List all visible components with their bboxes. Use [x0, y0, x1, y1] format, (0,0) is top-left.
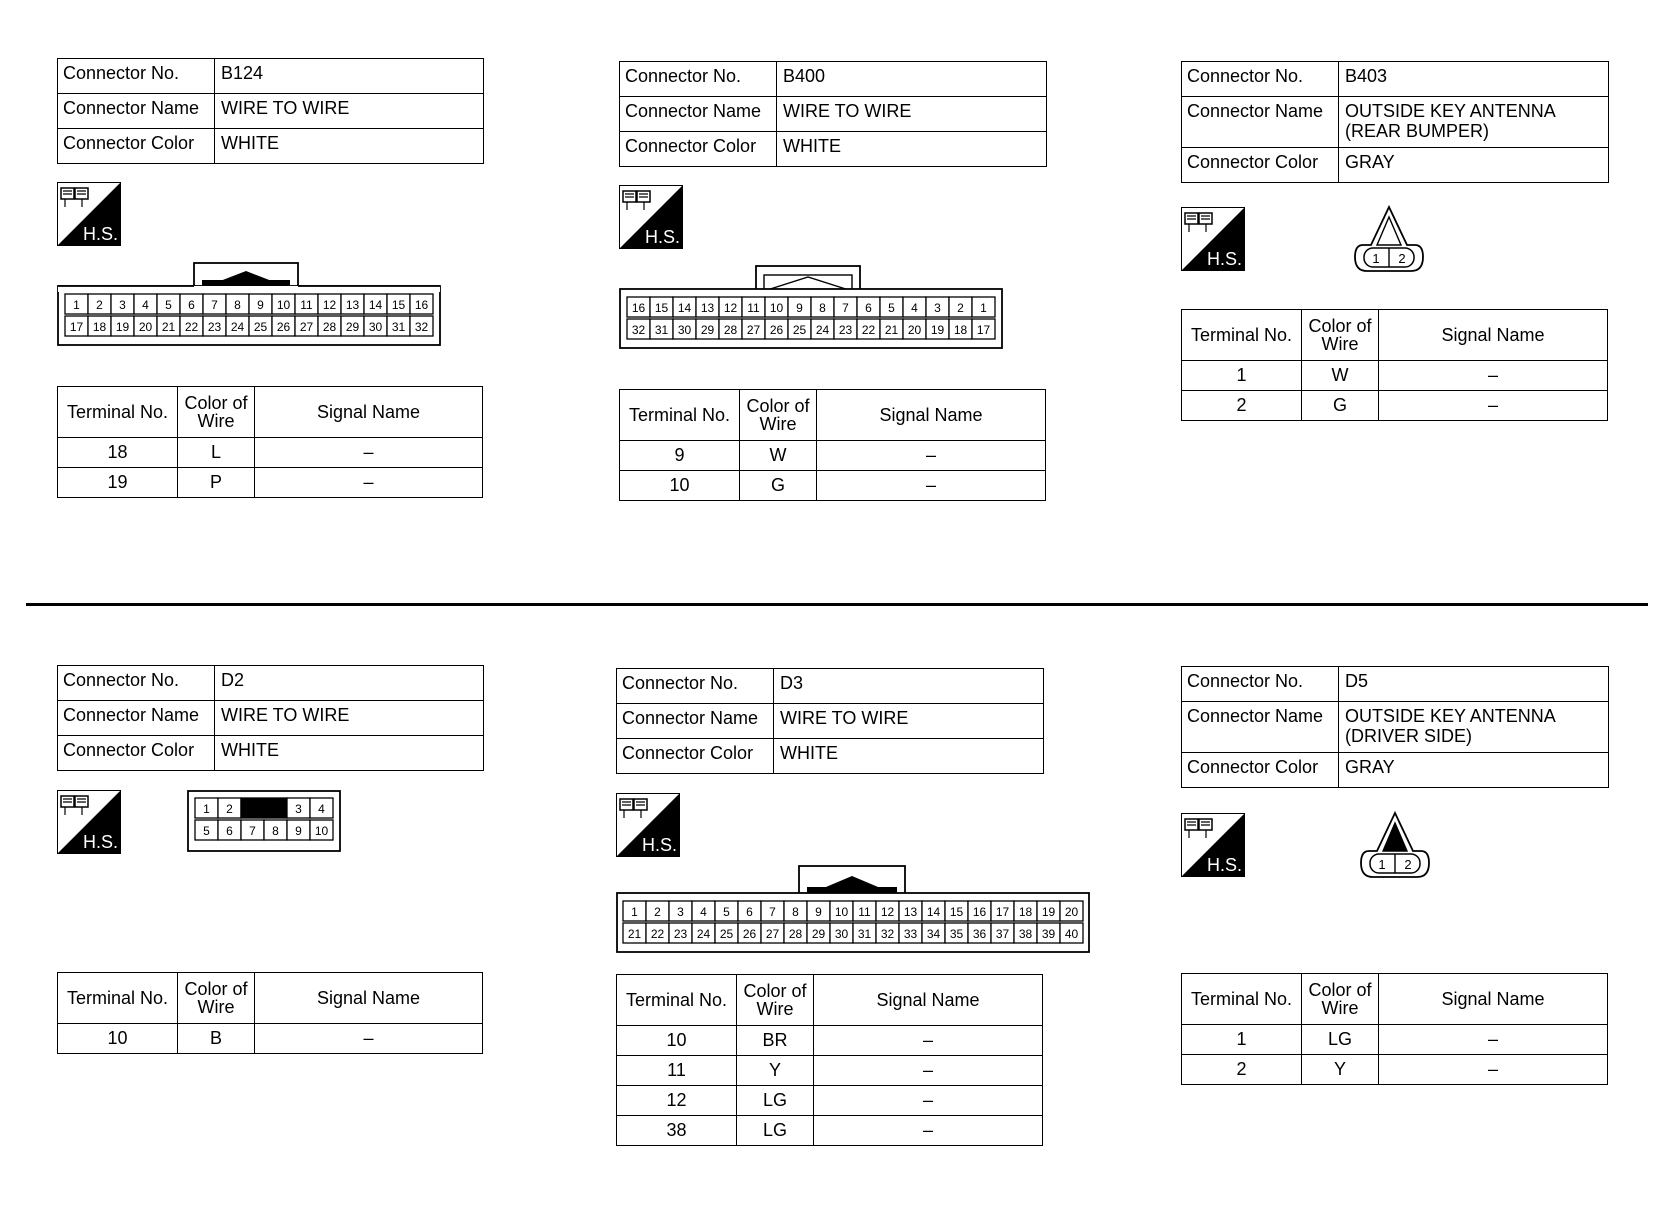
- connector-info-b403: [1181, 61, 1609, 183]
- pin-label: 3: [119, 298, 126, 312]
- pin-label: 12: [322, 298, 337, 312]
- connector-color-label: Connector Color: [58, 129, 215, 164]
- connector-face-d5: [1357, 811, 1433, 881]
- pin-label: 7: [769, 905, 776, 919]
- pin-label: 40: [1064, 927, 1079, 941]
- harness-side-icon: [619, 185, 683, 249]
- pin-label: 1: [73, 298, 80, 312]
- pin-label: 14: [677, 301, 692, 315]
- pin-label: 17: [69, 320, 84, 334]
- pin-label: 16: [414, 298, 429, 312]
- pin-label: 20: [1064, 905, 1079, 919]
- pin-label: 7: [211, 298, 218, 312]
- table-row: [620, 471, 1046, 501]
- pin-label: 1: [1372, 251, 1380, 266]
- pin-label: 10: [314, 824, 329, 838]
- signal-name-cell: –: [817, 441, 1046, 471]
- pin-label: 6: [746, 905, 753, 919]
- pin-label: 9: [815, 905, 822, 919]
- pin-label: 21: [627, 927, 642, 941]
- terminal-no-header: Terminal No.: [617, 975, 737, 1026]
- signal-name-header: Signal Name: [1379, 310, 1608, 361]
- pin-label: 16: [631, 301, 646, 315]
- hs-label: H.S.: [645, 227, 681, 247]
- pin-label: 17: [976, 323, 991, 337]
- pin-label: 28: [322, 320, 337, 334]
- table-row: [1182, 391, 1608, 421]
- pin-label: 29: [345, 320, 360, 334]
- pin-label: 2: [957, 301, 964, 315]
- pin-label: 5: [888, 301, 895, 315]
- connector-color-label: Connector Color: [1182, 148, 1339, 183]
- pin-label: 19: [115, 320, 130, 334]
- pin-label: 34: [926, 927, 941, 941]
- connector-name-value: [1339, 702, 1609, 753]
- connector-color-label: Connector Color: [620, 132, 777, 167]
- pin-label: 19: [930, 323, 945, 337]
- pin-label: 22: [861, 323, 876, 337]
- table-row: [620, 441, 1046, 471]
- connector-no-value: B403: [1339, 62, 1609, 97]
- pin-label: 3: [295, 802, 302, 816]
- wire-color-cell: Y: [1302, 1055, 1379, 1085]
- pin-label: 31: [391, 320, 406, 334]
- connector-name-line1: OUTSIDE KEY ANTENNA: [1345, 101, 1556, 121]
- wire-color-cell: LG: [737, 1116, 814, 1146]
- connector-name-value: [1339, 97, 1609, 148]
- pin-label: 13: [700, 301, 715, 315]
- pin-label: 9: [796, 301, 803, 315]
- pin-label: 32: [631, 323, 646, 337]
- pin-label: 37: [995, 927, 1010, 941]
- terminal-table-d2: [57, 972, 483, 1054]
- signal-name-cell: –: [255, 1024, 483, 1054]
- pin-label: 2: [1398, 251, 1406, 266]
- connector-info-d2: [57, 665, 484, 771]
- wire-color-header: Color of Wire: [178, 973, 255, 1024]
- terminal-table-d5: [1181, 973, 1608, 1085]
- pin-label: 8: [272, 824, 279, 838]
- connector-info-b124: [57, 58, 484, 164]
- wire-color-cell: G: [1302, 391, 1379, 421]
- signal-name-cell: –: [255, 468, 483, 498]
- connector-no-value: B124: [215, 59, 484, 94]
- terminal-no-cell: 1: [1182, 361, 1302, 391]
- connector-name-label: Connector Name: [58, 701, 215, 736]
- connector-no-value: D5: [1339, 667, 1609, 702]
- hs-label: H.S.: [642, 835, 678, 855]
- signal-name-cell: –: [1379, 1055, 1608, 1085]
- pin-label: 8: [792, 905, 799, 919]
- pin-label: 29: [700, 323, 715, 337]
- connector-no-value: D3: [774, 669, 1044, 704]
- pin-label: 24: [230, 320, 245, 334]
- pin-label: 9: [295, 824, 302, 838]
- terminal-no-cell: 38: [617, 1116, 737, 1146]
- terminal-no-cell: 10: [58, 1024, 178, 1054]
- pin-label: 8: [234, 298, 241, 312]
- connector-color-label: Connector Color: [617, 739, 774, 774]
- table-row: [58, 438, 483, 468]
- pin-label: 1: [631, 905, 638, 919]
- connector-name-label: Connector Name: [617, 704, 774, 739]
- connector-info-b400: [619, 61, 1047, 167]
- pin-label: 12: [723, 301, 738, 315]
- wire-color-cell: LG: [1302, 1025, 1379, 1055]
- connector-face-d3: [616, 865, 1090, 953]
- pin-label: 6: [226, 824, 233, 838]
- pin-label: 14: [926, 905, 941, 919]
- pin-label: 9: [257, 298, 264, 312]
- pin-label: 5: [723, 905, 730, 919]
- pin-label: 28: [788, 927, 803, 941]
- pin-label: 32: [414, 320, 429, 334]
- table-row: [58, 468, 483, 498]
- wire-color-cell: W: [1302, 361, 1379, 391]
- pin-label: 15: [654, 301, 669, 315]
- section-divider: [26, 603, 1648, 606]
- connector-name-label: Connector Name: [620, 97, 777, 132]
- harness-side-icon: [57, 790, 121, 854]
- connector-color-value: WHITE: [774, 739, 1044, 774]
- pin-label: 18: [92, 320, 107, 334]
- terminal-no-cell: 18: [58, 438, 178, 468]
- connector-name-line1: OUTSIDE KEY ANTENNA: [1345, 706, 1556, 726]
- harness-side-icon: [57, 182, 121, 246]
- hs-label: H.S.: [83, 832, 119, 852]
- pin-label: 1: [203, 802, 210, 816]
- terminal-no-header: Terminal No.: [620, 390, 740, 441]
- wire-color-header: Color of Wire: [178, 387, 255, 438]
- terminal-no-cell: 9: [620, 441, 740, 471]
- pin-label: 30: [834, 927, 849, 941]
- connector-name-label: Connector Name: [1182, 702, 1339, 753]
- connector-info-d5: [1181, 666, 1609, 788]
- connector-no-label: Connector No.: [58, 59, 215, 94]
- connector-face-d2: [187, 790, 341, 852]
- terminal-no-header: Terminal No.: [1182, 310, 1302, 361]
- pin-label: 22: [184, 320, 199, 334]
- terminal-no-cell: 10: [617, 1026, 737, 1056]
- signal-name-header: Signal Name: [255, 973, 483, 1024]
- signal-name-header: Signal Name: [255, 387, 483, 438]
- pin-label: 30: [368, 320, 383, 334]
- pin-label: 2: [226, 802, 233, 816]
- connector-no-label: Connector No.: [617, 669, 774, 704]
- blocked-pin-cavity: [241, 798, 287, 818]
- terminal-no-header: Terminal No.: [1182, 974, 1302, 1025]
- pin-label: 20: [138, 320, 153, 334]
- terminal-no-header: Terminal No.: [58, 387, 178, 438]
- wire-color-cell: Y: [737, 1056, 814, 1086]
- connector-no-label: Connector No.: [1182, 667, 1339, 702]
- connector-color-label: Connector Color: [1182, 753, 1339, 788]
- table-row: [617, 1086, 1043, 1116]
- pin-label: 31: [857, 927, 872, 941]
- pin-label: 6: [865, 301, 872, 315]
- pin-label: 13: [345, 298, 360, 312]
- connector-no-value: B400: [777, 62, 1047, 97]
- signal-name-cell: –: [1379, 1025, 1608, 1055]
- connector-face-b124: [57, 262, 441, 346]
- table-row: [617, 1056, 1043, 1086]
- table-row: [1182, 361, 1608, 391]
- wire-color-cell: W: [740, 441, 817, 471]
- signal-name-cell: –: [814, 1026, 1043, 1056]
- connector-name-value: WIRE TO WIRE: [774, 704, 1044, 739]
- terminal-table-b124: [57, 386, 483, 498]
- connector-no-label: Connector No.: [620, 62, 777, 97]
- terminal-no-cell: 19: [58, 468, 178, 498]
- pin-label: 8: [819, 301, 826, 315]
- signal-name-cell: –: [1379, 391, 1608, 421]
- pin-label: 7: [842, 301, 849, 315]
- pin-label: 38: [1018, 927, 1033, 941]
- pin-label: 14: [368, 298, 383, 312]
- terminal-no-cell: 11: [617, 1056, 737, 1086]
- signal-name-header: Signal Name: [814, 975, 1043, 1026]
- pin-label: 18: [953, 323, 968, 337]
- pin-label: 25: [719, 927, 734, 941]
- connector-color-value: GRAY: [1339, 753, 1609, 788]
- terminal-no-cell: 12: [617, 1086, 737, 1116]
- connector-name-label: Connector Name: [58, 94, 215, 129]
- pin-label: 18: [1018, 905, 1033, 919]
- table-row: [1182, 1025, 1608, 1055]
- table-row: [617, 1026, 1043, 1056]
- pin-label: 5: [203, 824, 210, 838]
- signal-name-cell: –: [1379, 361, 1608, 391]
- harness-side-icon: [1181, 813, 1245, 877]
- wire-color-cell: L: [178, 438, 255, 468]
- pin-label: 2: [1404, 857, 1412, 872]
- table-row: [1182, 1055, 1608, 1085]
- pin-label: 3: [677, 905, 684, 919]
- terminal-table-d3: [616, 974, 1043, 1146]
- pin-label: 26: [276, 320, 291, 334]
- pin-label: 10: [769, 301, 784, 315]
- pin-label: 22: [650, 927, 665, 941]
- table-row: [617, 1116, 1043, 1146]
- signal-name-cell: –: [817, 471, 1046, 501]
- signal-name-cell: –: [814, 1086, 1043, 1116]
- pin-label: 19: [1041, 905, 1056, 919]
- pin-label: 10: [834, 905, 849, 919]
- connector-name-label: Connector Name: [1182, 97, 1339, 148]
- pin-label: 11: [858, 905, 871, 919]
- terminal-no-cell: 10: [620, 471, 740, 501]
- pin-label: 3: [934, 301, 941, 315]
- pin-label: 17: [995, 905, 1010, 919]
- pin-label: 23: [207, 320, 222, 334]
- pin-label: 33: [903, 927, 918, 941]
- pin-label: 15: [949, 905, 964, 919]
- pin-label: 27: [746, 323, 761, 337]
- connector-face-b400: [619, 265, 1003, 349]
- wire-color-cell: LG: [737, 1086, 814, 1116]
- terminal-no-header: Terminal No.: [58, 973, 178, 1024]
- wire-color-header: Color of Wire: [737, 975, 814, 1026]
- connector-name-value: WIRE TO WIRE: [777, 97, 1047, 132]
- pin-label: 20: [907, 323, 922, 337]
- harness-side-icon: [1181, 207, 1245, 271]
- connector-name-value: WIRE TO WIRE: [215, 94, 484, 129]
- pin-label: 24: [696, 927, 711, 941]
- connector-face-b403: [1351, 205, 1427, 275]
- terminal-table-b403: [1181, 309, 1608, 421]
- pin-label: 23: [838, 323, 853, 337]
- wire-color-cell: B: [178, 1024, 255, 1054]
- signal-name-header: Signal Name: [1379, 974, 1608, 1025]
- connector-color-value: WHITE: [777, 132, 1047, 167]
- pin-label: 31: [654, 323, 669, 337]
- pin-label: 35: [949, 927, 964, 941]
- pin-label: 25: [792, 323, 807, 337]
- wire-color-header: Color of Wire: [740, 390, 817, 441]
- pin-label: 13: [903, 905, 918, 919]
- connector-name-value: WIRE TO WIRE: [215, 701, 484, 736]
- pin-label: 1: [1378, 857, 1386, 872]
- hs-label: H.S.: [1207, 249, 1243, 269]
- pin-label: 29: [811, 927, 826, 941]
- wire-color-cell: G: [740, 471, 817, 501]
- terminal-table-b400: [619, 389, 1046, 501]
- pin-label: 10: [276, 298, 291, 312]
- pin-label: 4: [911, 301, 918, 315]
- connector-no-label: Connector No.: [1182, 62, 1339, 97]
- pin-label: 27: [299, 320, 314, 334]
- table-row: [58, 1024, 483, 1054]
- connector-no-label: Connector No.: [58, 666, 215, 701]
- pin-label: 23: [673, 927, 688, 941]
- wire-color-header: Color of Wire: [1302, 310, 1379, 361]
- connector-name-line2: (REAR BUMPER): [1345, 121, 1490, 141]
- pin-label: 26: [769, 323, 784, 337]
- pin-label: 11: [300, 298, 313, 312]
- pin-label: 21: [161, 320, 176, 334]
- pin-label: 25: [253, 320, 268, 334]
- pin-label: 27: [765, 927, 780, 941]
- pin-label: 6: [188, 298, 195, 312]
- pin-label: 4: [700, 905, 707, 919]
- pin-label: 24: [815, 323, 830, 337]
- connector-color-value: WHITE: [215, 736, 484, 771]
- pin-label: 39: [1041, 927, 1056, 941]
- pin-label: 1: [980, 301, 987, 315]
- pin-label: 4: [142, 298, 149, 312]
- pin-label: 36: [972, 927, 987, 941]
- pin-label: 4: [318, 802, 325, 816]
- connector-name-line2: (DRIVER SIDE): [1345, 726, 1473, 746]
- connector-no-value: D2: [215, 666, 484, 701]
- hs-label: H.S.: [1207, 855, 1243, 875]
- pin-label: 7: [249, 824, 256, 838]
- pin-label: 2: [96, 298, 103, 312]
- pin-label: 28: [723, 323, 738, 337]
- terminal-no-cell: 2: [1182, 1055, 1302, 1085]
- hs-label: H.S.: [83, 224, 119, 244]
- pin-label: 30: [677, 323, 692, 337]
- connector-color-value: GRAY: [1339, 148, 1609, 183]
- wire-color-cell: P: [178, 468, 255, 498]
- pin-label: 26: [742, 927, 757, 941]
- signal-name-cell: –: [814, 1116, 1043, 1146]
- terminal-no-cell: 2: [1182, 391, 1302, 421]
- signal-name-header: Signal Name: [817, 390, 1046, 441]
- pin-label: 21: [884, 323, 899, 337]
- pin-label: 12: [880, 905, 895, 919]
- pin-label: 32: [880, 927, 895, 941]
- signal-name-cell: –: [814, 1056, 1043, 1086]
- wire-color-cell: BR: [737, 1026, 814, 1056]
- pin-label: 11: [747, 301, 760, 315]
- harness-side-icon: [616, 793, 680, 857]
- terminal-no-cell: 1: [1182, 1025, 1302, 1055]
- wire-color-header: Color of Wire: [1302, 974, 1379, 1025]
- signal-name-cell: –: [255, 438, 483, 468]
- pin-label: 5: [165, 298, 172, 312]
- connector-color-value: WHITE: [215, 129, 484, 164]
- pin-label: 15: [391, 298, 406, 312]
- pin-label: 2: [654, 905, 661, 919]
- connector-info-d3: [616, 668, 1044, 774]
- pin-label: 16: [972, 905, 987, 919]
- connector-color-label: Connector Color: [58, 736, 215, 771]
